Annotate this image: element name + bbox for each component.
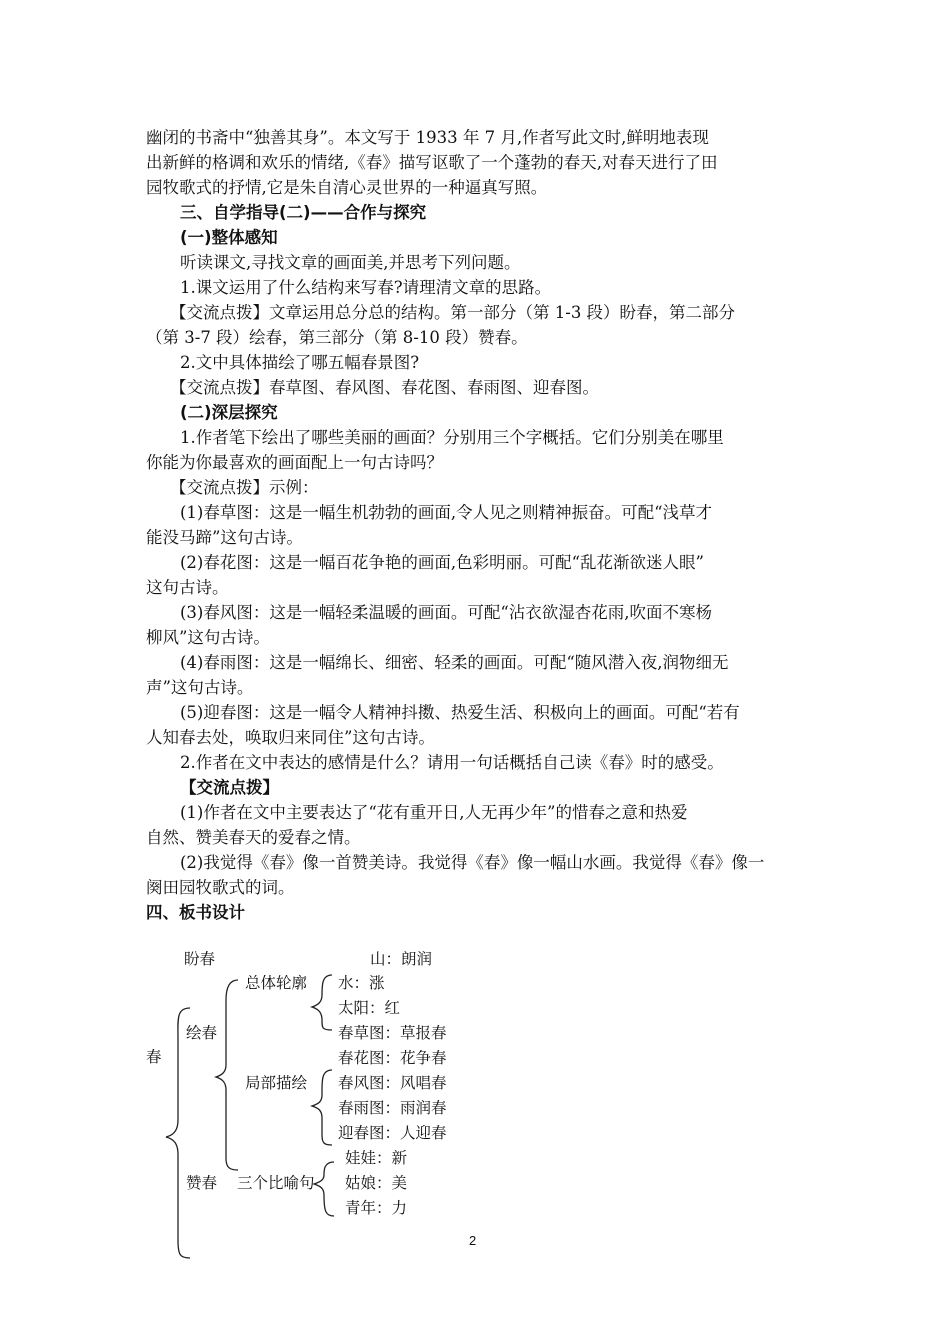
board-jubu: 局部描绘 [245,1074,308,1092]
question: 1.作者笔下绘出了哪些美丽的画面？分别用三个字概括。它们分别美在哪里 [180,428,724,447]
question: 1.课文运用了什么结构来写春?请理清文章的思路。 [180,278,552,297]
hui-brace [216,980,238,1170]
question: 2.作者在文中表达的感情是什么？请用一句话概括自己读《春》时的感受。 [180,753,724,772]
question: 2.文中具体描绘了哪五幅春景图? [180,353,420,372]
board-huatu: 春花图：花争春 [338,1049,447,1067]
text-line: 人知春去处，唤取归来同住”这句古诗。 [146,728,435,747]
root-brace [166,1008,190,1258]
text-line: 你能为你最喜欢的画面配上一句古诗吗？ [146,453,443,472]
board-guniang: 姑娘：美 [345,1174,408,1192]
text-line: (2)春花图：这是一幅百花争艳的画面,色彩明丽。可配“乱花渐欲迷人眼” [180,553,704,572]
text-line: (1)作者在文中主要表达了“花有重开日,人无再少年”的惜春之意和热爱 [180,803,688,822]
board-caotu: 春草图：草报春 [338,1024,447,1042]
zongti-brace [312,975,332,1030]
board-wawa: 娃娃：新 [345,1149,408,1167]
exchange-note: 【交流点拨】 [180,778,279,797]
page-number: 2 [469,1233,477,1248]
text-line: 声”这句古诗。 [146,678,254,697]
board-yutu: 春雨图：雨润春 [338,1099,447,1117]
text-line: (1)春草图：这是一幅生机勃勃的画面,令人见之则精神振奋。可配“浅草才 [180,503,713,522]
section-heading: 三、自学指导(二)——合作与探究 [180,203,427,222]
text-line: 出新鲜的格调和欢乐的情绪,《春》描写讴歌了一个蓬勃的春天,对春天进行了田 [146,153,718,172]
board-zan: 赞春 [186,1174,218,1192]
board-shui: 水：涨 [338,974,385,992]
text-line: (4)春雨图：这是一幅绵长、细密、轻柔的画面。可配“随风潜入夜,润物细无 [180,653,729,672]
text-line: 这句古诗。 [146,578,229,597]
text-line: 幽闭的书斋中“独善其身”。本文写于 1933 年 7 月,作者写此文时,鲜明地表现 [146,128,709,147]
text-line: 阕田园牧歌式的词。 [146,878,295,897]
board-zongti: 总体轮廓 [245,974,308,992]
board-hui: 绘春 [186,1024,218,1042]
text-line: 能没马蹄”这句古诗。 [146,528,303,547]
text-line: (2)我觉得《春》像一首赞美诗。我觉得《春》像一幅山水画。我觉得《春》像一 [180,853,765,872]
board-taiyang: 太阳：红 [338,999,401,1017]
subsection-heading: (二)深层探究 [180,403,278,422]
board-fengtu: 春风图：风唱春 [338,1074,447,1092]
board-pan: 盼春 [184,950,216,968]
board-qingnian: 青年：力 [345,1199,408,1217]
text-line: (3)春风图：这是一幅轻柔温暖的画面。可配“沾衣欲湿杏花雨,吹面不寒杨 [180,603,713,622]
subsection-heading: (一)整体感知 [180,228,278,247]
board-shan: 山：朗润 [370,950,433,968]
section-heading: 四、板书设计 [146,903,245,922]
exchange-note: 【交流点拨】文章运用总分总的结构。第一部分（第 1-3 段）盼春，第二部分 [170,303,736,322]
text-line: （第 3-7 段）绘春，第三部分（第 8-10 段）赞春。 [146,328,528,347]
biyu-brace [314,1162,334,1216]
exchange-note: 【交流点拨】春草图、春风图、春花图、春雨图、迎春图。 [170,378,599,397]
text-line: 园牧歌式的抒情,它是朱自清心灵世界的一种逼真写照。 [146,178,548,197]
text-line: 柳风”这句古诗。 [146,628,270,647]
jubu-brace [312,1070,332,1145]
board-root: 春 [146,1048,162,1066]
board-biyu: 三个比喻句 [237,1174,315,1192]
text-line: 听读课文,寻找文章的画面美,并思考下列问题。 [180,253,521,272]
text-line: (5)迎春图：这是一幅令人精神抖擞、热爱生活、积极向上的画面。可配“若有 [180,703,740,722]
board-yingtu: 迎春图：人迎春 [338,1124,447,1142]
text-line: 自然、赞美春天的爱春之情。 [146,828,361,847]
exchange-note: 【交流点拨】示例： [170,478,319,497]
